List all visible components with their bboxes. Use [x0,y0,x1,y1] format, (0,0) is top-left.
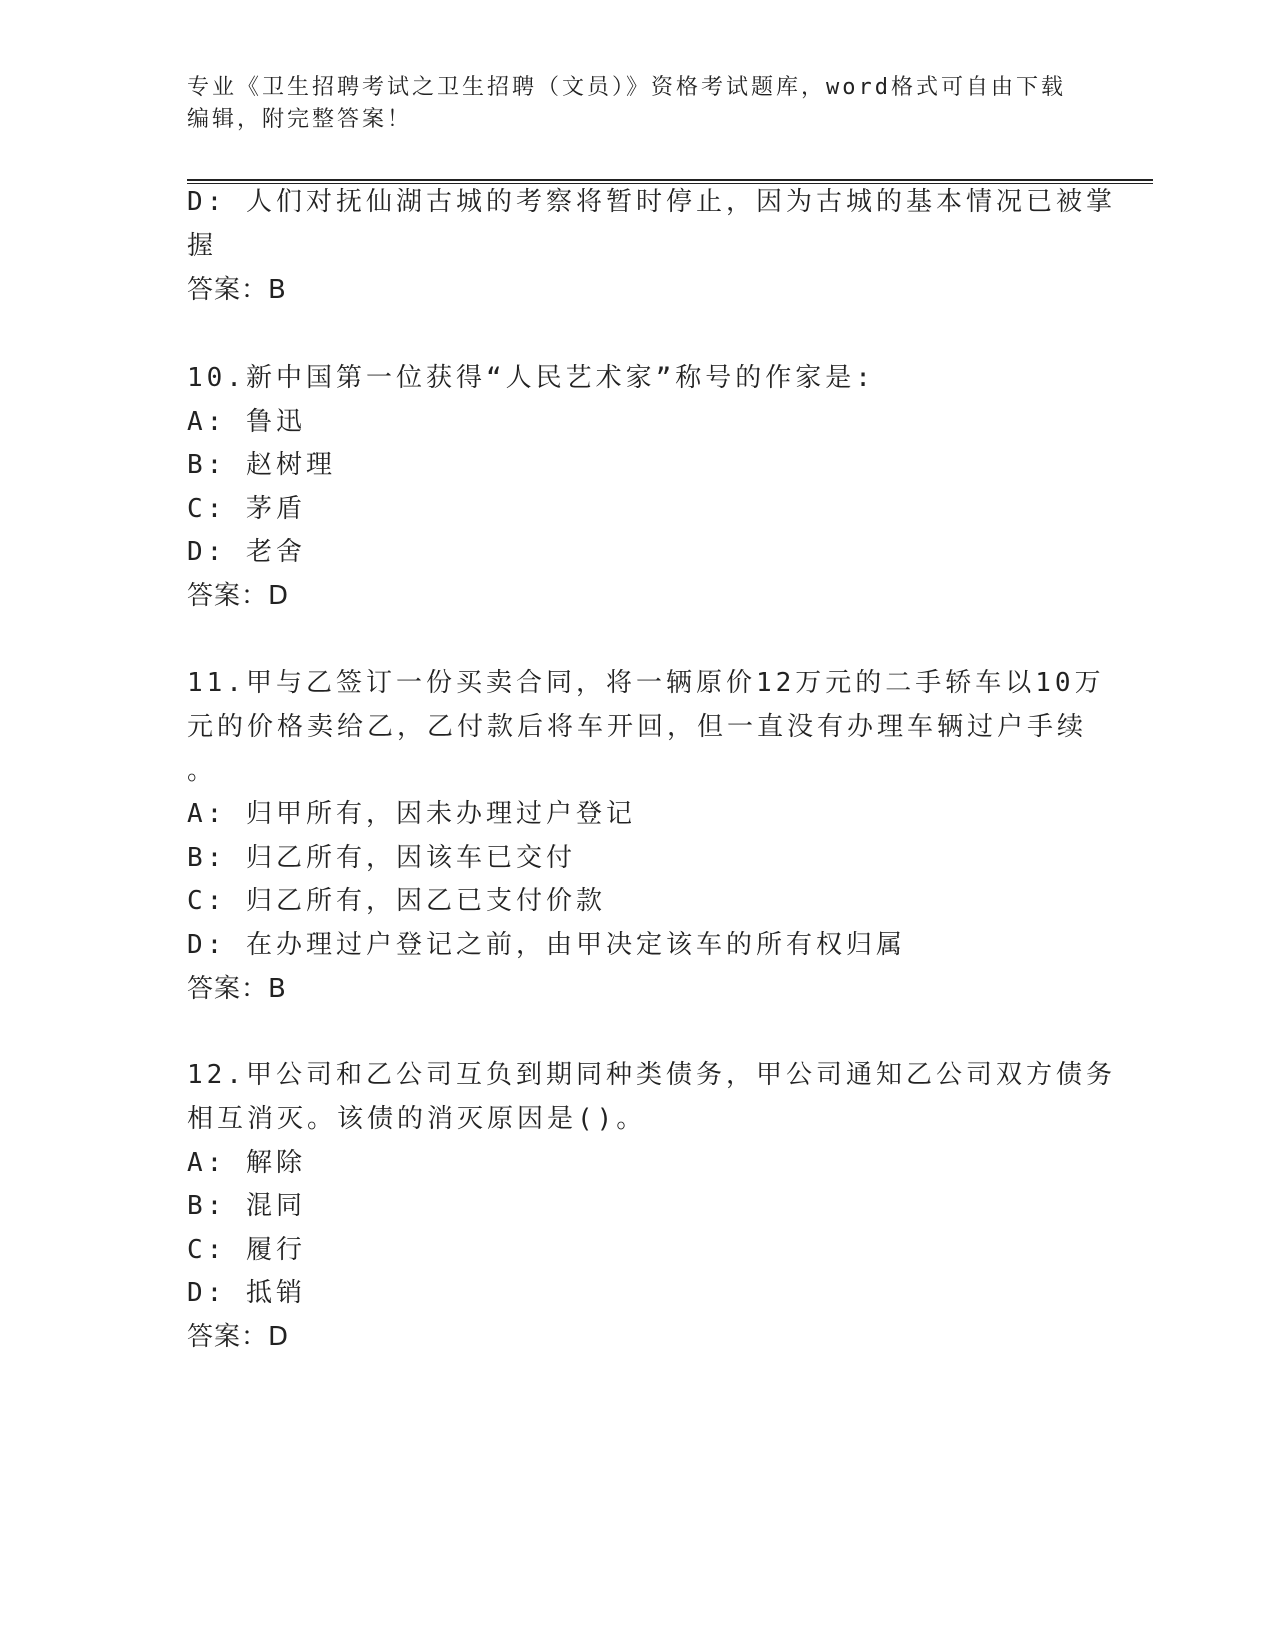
q11-option-b: B: 归乙所有，因该车已交付 [187,843,576,873]
q10-option-b: B: 赵树理 [187,450,336,480]
q12-option-d: D: 抵销 [187,1278,306,1308]
q12-option-a: A: 解除 [187,1148,306,1178]
q11-answer: 答案：B [187,974,287,1004]
q9-option-d-line-2: 握 [187,231,218,261]
q10-option-a: A: 鲁迅 [187,407,306,437]
q11-question-line-3: 。 [187,756,218,786]
q9-option-d-line-1: D: 人们对抚仙湖古城的考察将暂时停止，因为古城的基本情况已被掌 [187,187,1116,217]
q12-question-line-2: 相互消灭。该债的消灭原因是()。 [187,1104,647,1134]
q10-question: 10.新中国第一位获得“人民艺术家”称号的作家是: [187,363,875,393]
q12-answer: 答案：D [187,1322,290,1352]
q12-option-b: B: 混同 [187,1191,306,1221]
q9-answer: 答案：B [187,275,287,305]
q10-answer: 答案：D [187,581,290,611]
q11-option-d: D: 在办理过户登记之前，由甲决定该车的所有权归属 [187,930,906,960]
q11-question-line-1: 11.甲与乙签订一份买卖合同，将一辆原价12万元的二手轿车以10万 [187,668,1105,698]
q11-question-line-2: 元的价格卖给乙，乙付款后将车开回，但一直没有办理车辆过户手续 [187,712,1088,742]
header-line-1: 专业《卫生招聘考试之卫生招聘（文员）》资格考试题库，word格式可自由下载 [187,75,1066,100]
q11-option-c: C: 归乙所有，因乙已支付价款 [187,886,606,916]
q10-option-c: C: 茅盾 [187,494,306,524]
q12-question-line-1: 12.甲公司和乙公司互负到期同种类债务，甲公司通知乙公司双方债务 [187,1060,1116,1090]
q12-option-c: C: 履行 [187,1235,306,1265]
q11-option-a: A: 归甲所有，因未办理过户登记 [187,799,636,829]
q10-option-d: D: 老舍 [187,537,306,567]
document-header [187,72,1087,136]
header-line-2: 编辑，附完整答案！ [187,107,413,132]
